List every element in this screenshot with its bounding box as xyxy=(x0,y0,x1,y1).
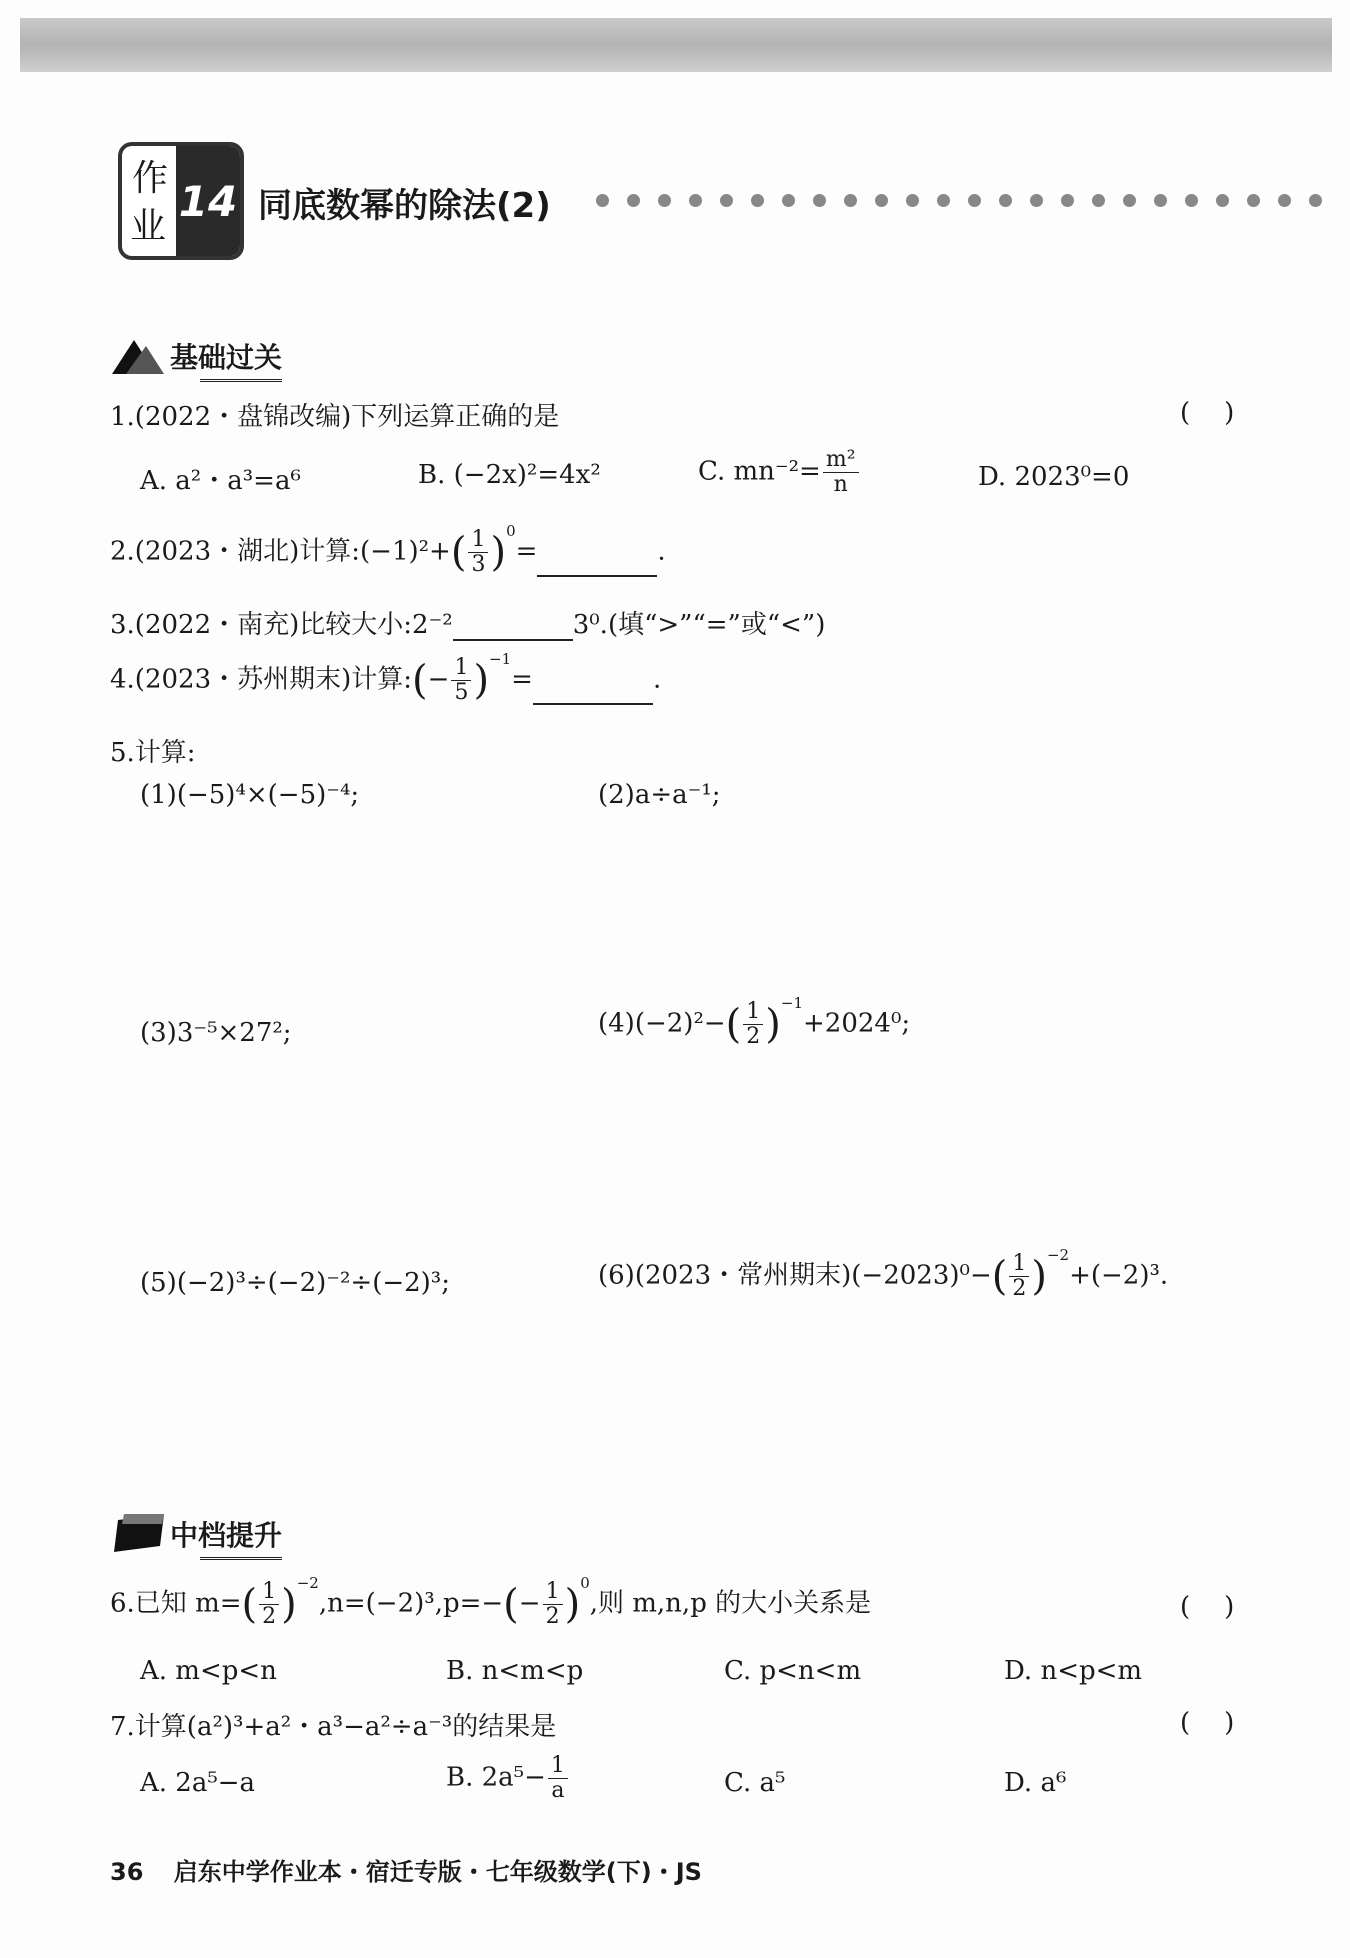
q1-option-c: C. mn⁻²= $\frac{\text{m²}}{n}$ xyxy=(698,448,861,497)
q6-stem: 6.已知 m=( $\frac{1}{2}$ )$^{-2}$,n=(−2)³,p=−(− $\frac{1}{2}$ )$^0$,则 m,n,p 的大小关系是 xyxy=(110,1574,872,1630)
q6-option-d: D. n<p<m xyxy=(1004,1656,1143,1686)
footer-text: 启东中学作业本・宿迁专版・七年级数学(下)・JS xyxy=(173,1858,702,1886)
q5-stem: 5.计算: xyxy=(110,738,196,768)
q2-blank[interactable] xyxy=(537,551,657,577)
page-number: 36 xyxy=(110,1858,144,1886)
badge-bottom-char: 业 xyxy=(130,206,167,247)
q5-part-3: (3)3⁻⁵×27²; xyxy=(140,1018,292,1048)
q5-part-4: (4)(−2)²−( $\frac{1}{2}$ )$^{-1}$+2024⁰; xyxy=(598,994,911,1050)
q5-part-5: (5)(−2)³÷(−2)⁻²÷(−2)³; xyxy=(140,1268,450,1298)
q5-part-2: (2)a÷a⁻¹; xyxy=(598,780,721,810)
q1-stem: 1.(2022・盘锦改编)下列运算正确的是 xyxy=(110,402,560,432)
q4-line: 4.(2023・苏州期末)计算:(− $\frac{1}{5}$ )$^{-1}$= . xyxy=(110,650,662,706)
q7-stem: 7.计算(a²)³+a²・a³−a²÷a⁻³的结果是 xyxy=(110,1712,557,1742)
badge-number: 14 xyxy=(176,146,240,256)
q6-option-c: C. p<n<m xyxy=(724,1656,862,1686)
q5-part-1: (1)(−5)⁴×(−5)⁻⁴; xyxy=(140,780,360,810)
q1-option-b: B. (−2x)²=4x² xyxy=(418,460,601,490)
q6-option-a: A. m<p<n xyxy=(140,1656,277,1686)
q5-part-6: (6)(2023・常州期末)(−2023)⁰−( $\frac{1}{2}$ )$^{-2}$+(−2)³. xyxy=(598,1246,1169,1302)
section-basic-label: 基础过关 xyxy=(170,341,283,374)
section-middle xyxy=(170,1514,282,1554)
q7-option-d: D. a⁶ xyxy=(1004,1768,1067,1798)
section-middle-label: 中档提升 xyxy=(170,1519,283,1552)
section-basic xyxy=(170,336,282,376)
q3-blank[interactable] xyxy=(453,615,573,641)
mountain-icon xyxy=(112,336,164,374)
q1-answer-paren: () xyxy=(1180,398,1269,428)
q2-line: 2.(2023・湖北)计算:(−1)²+( $\frac{1}{3}$ )$^0$= . xyxy=(110,522,666,578)
page-title: 同底数幂的除法(2) xyxy=(258,186,551,226)
q6-answer-paren: () xyxy=(1180,1592,1269,1622)
assignment-badge xyxy=(118,142,244,260)
q1-option-d: D. 2023⁰=0 xyxy=(978,462,1130,492)
top-band xyxy=(20,18,1332,72)
q7-answer-paren: () xyxy=(1180,1708,1269,1738)
q3-line: 3.(2022・南充)比较大小:2⁻² 3⁰.(填“>”“=”或“<”) xyxy=(110,610,826,640)
q7-option-c: C. a⁵ xyxy=(724,1768,786,1798)
q7-option-b: B. 2a⁵− $\frac{1}{a}$ xyxy=(446,1754,570,1803)
title-dots xyxy=(596,194,1322,210)
q1-option-a: A. a²・a³=a⁶ xyxy=(140,466,301,496)
q7-option-a: A. 2a⁵−a xyxy=(140,1768,256,1798)
badge-top-char: 作 xyxy=(132,158,169,199)
page-footer xyxy=(110,1852,702,1887)
q6-option-b: B. n<m<p xyxy=(446,1656,584,1686)
q4-blank[interactable] xyxy=(533,679,653,705)
block-icon xyxy=(112,1514,164,1552)
